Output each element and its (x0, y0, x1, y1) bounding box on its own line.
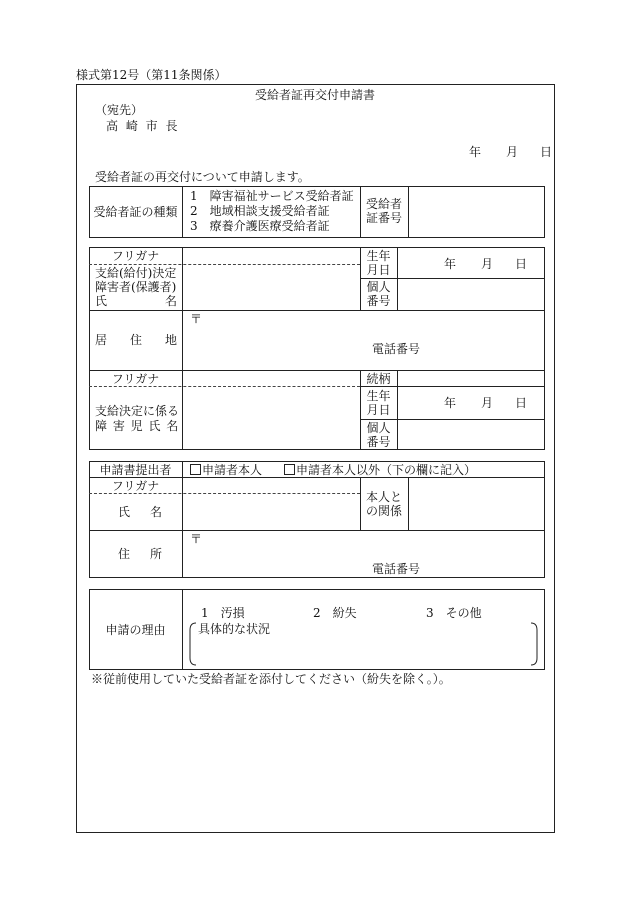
reason-option-2[interactable]: 2 紛失 (313, 606, 357, 620)
applicant-label: 申請書提出者 (99, 463, 172, 477)
applicant-address-label (118, 547, 162, 561)
child-name-label-1: 支給決定に係る (95, 404, 180, 418)
applicant-name-field[interactable] (183, 494, 359, 529)
child-furigana-field[interactable] (183, 371, 359, 385)
applicant-relation-field[interactable] (409, 478, 544, 529)
applicant-postal-mark: 〒 (190, 532, 203, 546)
applicant-relation-label-2: の関係 (365, 504, 402, 518)
recipient-furigana-field[interactable] (183, 248, 359, 263)
attachment-note: ※従前使用していた受給者証を添付してください（紛失を除く。）。 (91, 672, 451, 686)
applicant-self-checkbox[interactable] (190, 463, 262, 477)
checkbox-icon (284, 464, 295, 475)
applicant-furigana-field[interactable] (183, 478, 359, 492)
recipient-personal-label-1: 個人 (366, 280, 391, 294)
reason-detail-field[interactable] (195, 637, 531, 665)
recipient-address-char-2: 住 (129, 333, 142, 347)
applicant-name-char-2: 名 (149, 505, 162, 519)
certificate-option-3[interactable]: 3 療養介護医療受給者証 (190, 219, 330, 233)
certificate-option-1[interactable]: 1 障害福祉サービス受給者証 (190, 189, 354, 203)
date-day-label: 日 (540, 145, 553, 159)
applicant-relation-label-1: 本人と (365, 490, 402, 504)
applicant-name-label (118, 505, 162, 519)
child-birth-label-1: 生年 (366, 389, 391, 403)
reason-option-3[interactable]: 3 その他 (426, 606, 482, 620)
reason-option-1[interactable]: 1 汚損 (201, 606, 245, 620)
applicant-name-char-1: 氏 (118, 505, 131, 519)
applicant-address-field[interactable] (183, 531, 544, 577)
recipient-birth-day: 日 (515, 257, 528, 271)
recipient-birth-year: 年 (444, 257, 457, 271)
certificate-number-label-1: 受給者 (365, 197, 402, 211)
reason-label: 申請の理由 (105, 623, 166, 637)
child-birth-year: 年 (444, 396, 457, 410)
child-birth-label-2: 月日 (366, 403, 391, 417)
form-number: 様式第12号（第11条関係） (76, 68, 227, 82)
addressee-label: （宛先） (95, 103, 144, 117)
form-title: 受給者証再交付申請書 (254, 88, 375, 102)
child-name-field[interactable] (183, 387, 359, 449)
applicant-address-char-1: 住 (118, 547, 131, 561)
addressee-name: 高 崎 市 長 (106, 119, 180, 133)
certificate-number-label-2: 証番号 (365, 211, 402, 225)
child-personal-label-2: 番号 (366, 435, 391, 449)
recipient-postal-mark: 〒 (190, 312, 203, 326)
checkbox-icon (190, 464, 201, 475)
recipient-name-char-1: 氏 (95, 294, 108, 308)
recipient-name-char-2: 名 (164, 294, 177, 308)
child-personal-label-1: 個人 (366, 421, 391, 435)
recipient-personal-label-2: 番号 (366, 294, 391, 308)
recipient-name-label-1: 支給(給付)決定 (95, 266, 177, 280)
applicant-furigana-label: フリガナ (111, 479, 160, 493)
child-personal-number-field[interactable] (398, 420, 544, 449)
child-name-label-2: 障 害 児 氏 名 (95, 419, 180, 433)
recipient-name-field[interactable] (183, 265, 359, 309)
recipient-birth-label-2: 月日 (366, 263, 391, 277)
recipient-furigana-label: フリガナ (111, 249, 160, 263)
recipient-birth-month: 月 (481, 257, 494, 271)
applicant-other-checkbox[interactable] (284, 463, 476, 477)
certificate-option-2[interactable]: 2 地域相談支援受給者証 (190, 204, 330, 218)
recipient-name-label-2: 障害者(保護者) (95, 280, 177, 294)
reason-detail-label: 具体的な状況 (198, 622, 271, 636)
recipient-address-char-3: 地 (164, 333, 177, 347)
child-birth-day: 日 (515, 396, 528, 410)
applicant-other-label: 申請者本人以外（下の欄に記入） (296, 463, 477, 477)
recipient-address-field[interactable] (183, 311, 544, 369)
recipient-personal-number-field[interactable] (398, 279, 544, 309)
recipient-birth-label-1: 生年 (366, 249, 391, 263)
recipient-name-label-3 (95, 294, 177, 308)
applicant-address-char-2: 所 (149, 547, 162, 561)
date-year-label: 年 (469, 145, 482, 159)
applicant-self-label: 申請者本人 (202, 463, 263, 477)
certificate-type-label: 受給者証の種類 (93, 205, 178, 219)
recipient-phone-label: 電話番号 (372, 342, 421, 356)
child-furigana-label: フリガナ (111, 372, 160, 386)
certificate-number-field[interactable] (409, 187, 544, 237)
child-birth-month: 月 (481, 396, 494, 410)
date-month-label: 月 (506, 145, 519, 159)
child-relation-label: 続柄 (366, 372, 391, 386)
child-relation-field[interactable] (398, 371, 544, 385)
recipient-address-label (95, 333, 177, 347)
recipient-address-char-1: 居 (95, 333, 108, 347)
intro-text: 受給者証の再交付について申請します。 (95, 170, 310, 184)
applicant-phone-label: 電話番号 (372, 562, 421, 576)
